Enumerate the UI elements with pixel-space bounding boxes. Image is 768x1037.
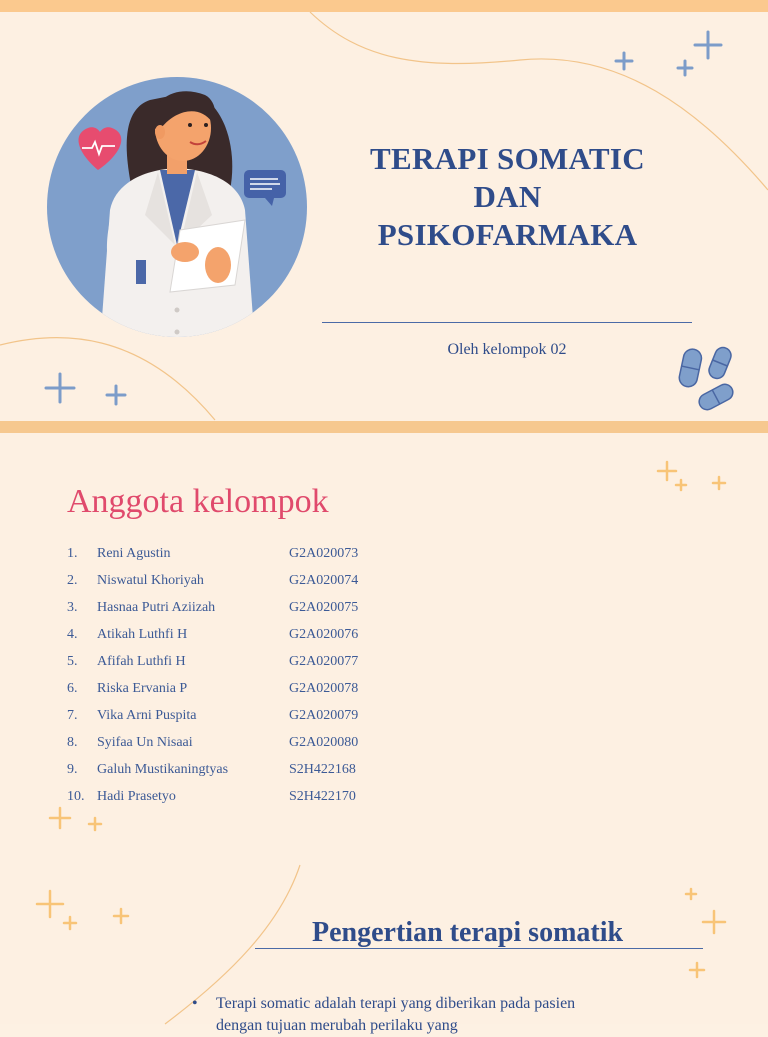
title-line-3: PSIKOFARMAKA (377, 217, 638, 252)
member-nim: G2A020076 (289, 627, 359, 642)
member-number: 5. (67, 654, 78, 669)
list-item (67, 545, 407, 572)
title-line-1: TERAPI SOMATIC (370, 141, 645, 176)
byline: Oleh kelompok 02 (447, 341, 567, 358)
heading-underline (255, 948, 703, 949)
member-nim: G2A020075 (289, 600, 359, 615)
member-name: Galuh Mustikaningtyas (97, 762, 229, 777)
list-item (67, 734, 407, 761)
member-nim: G2A020078 (289, 681, 359, 696)
member-name: Syifaa Un Nisaai (97, 735, 193, 750)
member-number: 9. (67, 762, 78, 777)
list-item (67, 653, 407, 680)
member-nim: S2H422170 (289, 789, 356, 804)
members-heading: Anggota kelompok (67, 483, 329, 520)
pills-icon (676, 345, 741, 415)
member-name: Vika Arni Puspita (97, 708, 197, 723)
member-name: Hasnaa Putri Aziizah (97, 600, 216, 615)
member-nim: S2H422168 (289, 762, 356, 777)
sparkle-icon (40, 370, 135, 410)
member-number: 6. (67, 681, 78, 696)
list-item (67, 680, 407, 707)
list-item (67, 626, 407, 653)
sparkle-icon (680, 885, 730, 980)
presentation-title (330, 140, 685, 254)
sparkle-icon (610, 28, 730, 83)
member-number: 2. (67, 573, 78, 588)
bullet-marker: • (192, 995, 198, 1012)
list-item (67, 707, 407, 734)
member-nim: G2A020080 (289, 735, 359, 750)
list-item (67, 572, 407, 599)
sparkle-icon (35, 887, 135, 932)
sparkle-icon (650, 458, 735, 498)
members-slide (0, 433, 768, 833)
member-number: 3. (67, 600, 78, 615)
member-name: Hadi Prasetyo (97, 789, 176, 804)
section-heading: Pengertian terapi somatik (312, 917, 624, 948)
member-name: Niswatul Khoriyah (97, 573, 204, 588)
title-divider (322, 322, 692, 323)
member-name: Afifah Luthfi H (97, 654, 186, 669)
member-name: Atikah Luthfi H (97, 627, 188, 642)
member-number: 8. (67, 735, 78, 750)
slide-separator (0, 833, 768, 845)
title-line-2: DAN (473, 179, 542, 214)
list-item (67, 761, 407, 788)
member-nim: G2A020077 (289, 654, 359, 669)
title-slide (0, 0, 768, 421)
member-nim: G2A020074 (289, 573, 359, 588)
member-nim: G2A020073 (289, 546, 359, 561)
member-number: 4. (67, 627, 78, 642)
member-number: 1. (67, 546, 78, 561)
list-item (67, 788, 407, 815)
member-number: 10. (67, 789, 85, 804)
member-nim: G2A020079 (289, 708, 359, 723)
slide-separator (0, 421, 768, 433)
list-item (67, 599, 407, 626)
members-list (67, 545, 407, 815)
doctor-illustration (40, 70, 315, 345)
bullet-text: Terapi somatic adalah terapi yang diberikan pada pasien dengan tujuan merubah perilaku yang (216, 995, 576, 1034)
definition-slide (0, 845, 768, 1034)
member-name: Reni Agustin (97, 546, 171, 561)
member-name: Riska Ervania P (97, 681, 188, 696)
member-number: 7. (67, 708, 78, 723)
